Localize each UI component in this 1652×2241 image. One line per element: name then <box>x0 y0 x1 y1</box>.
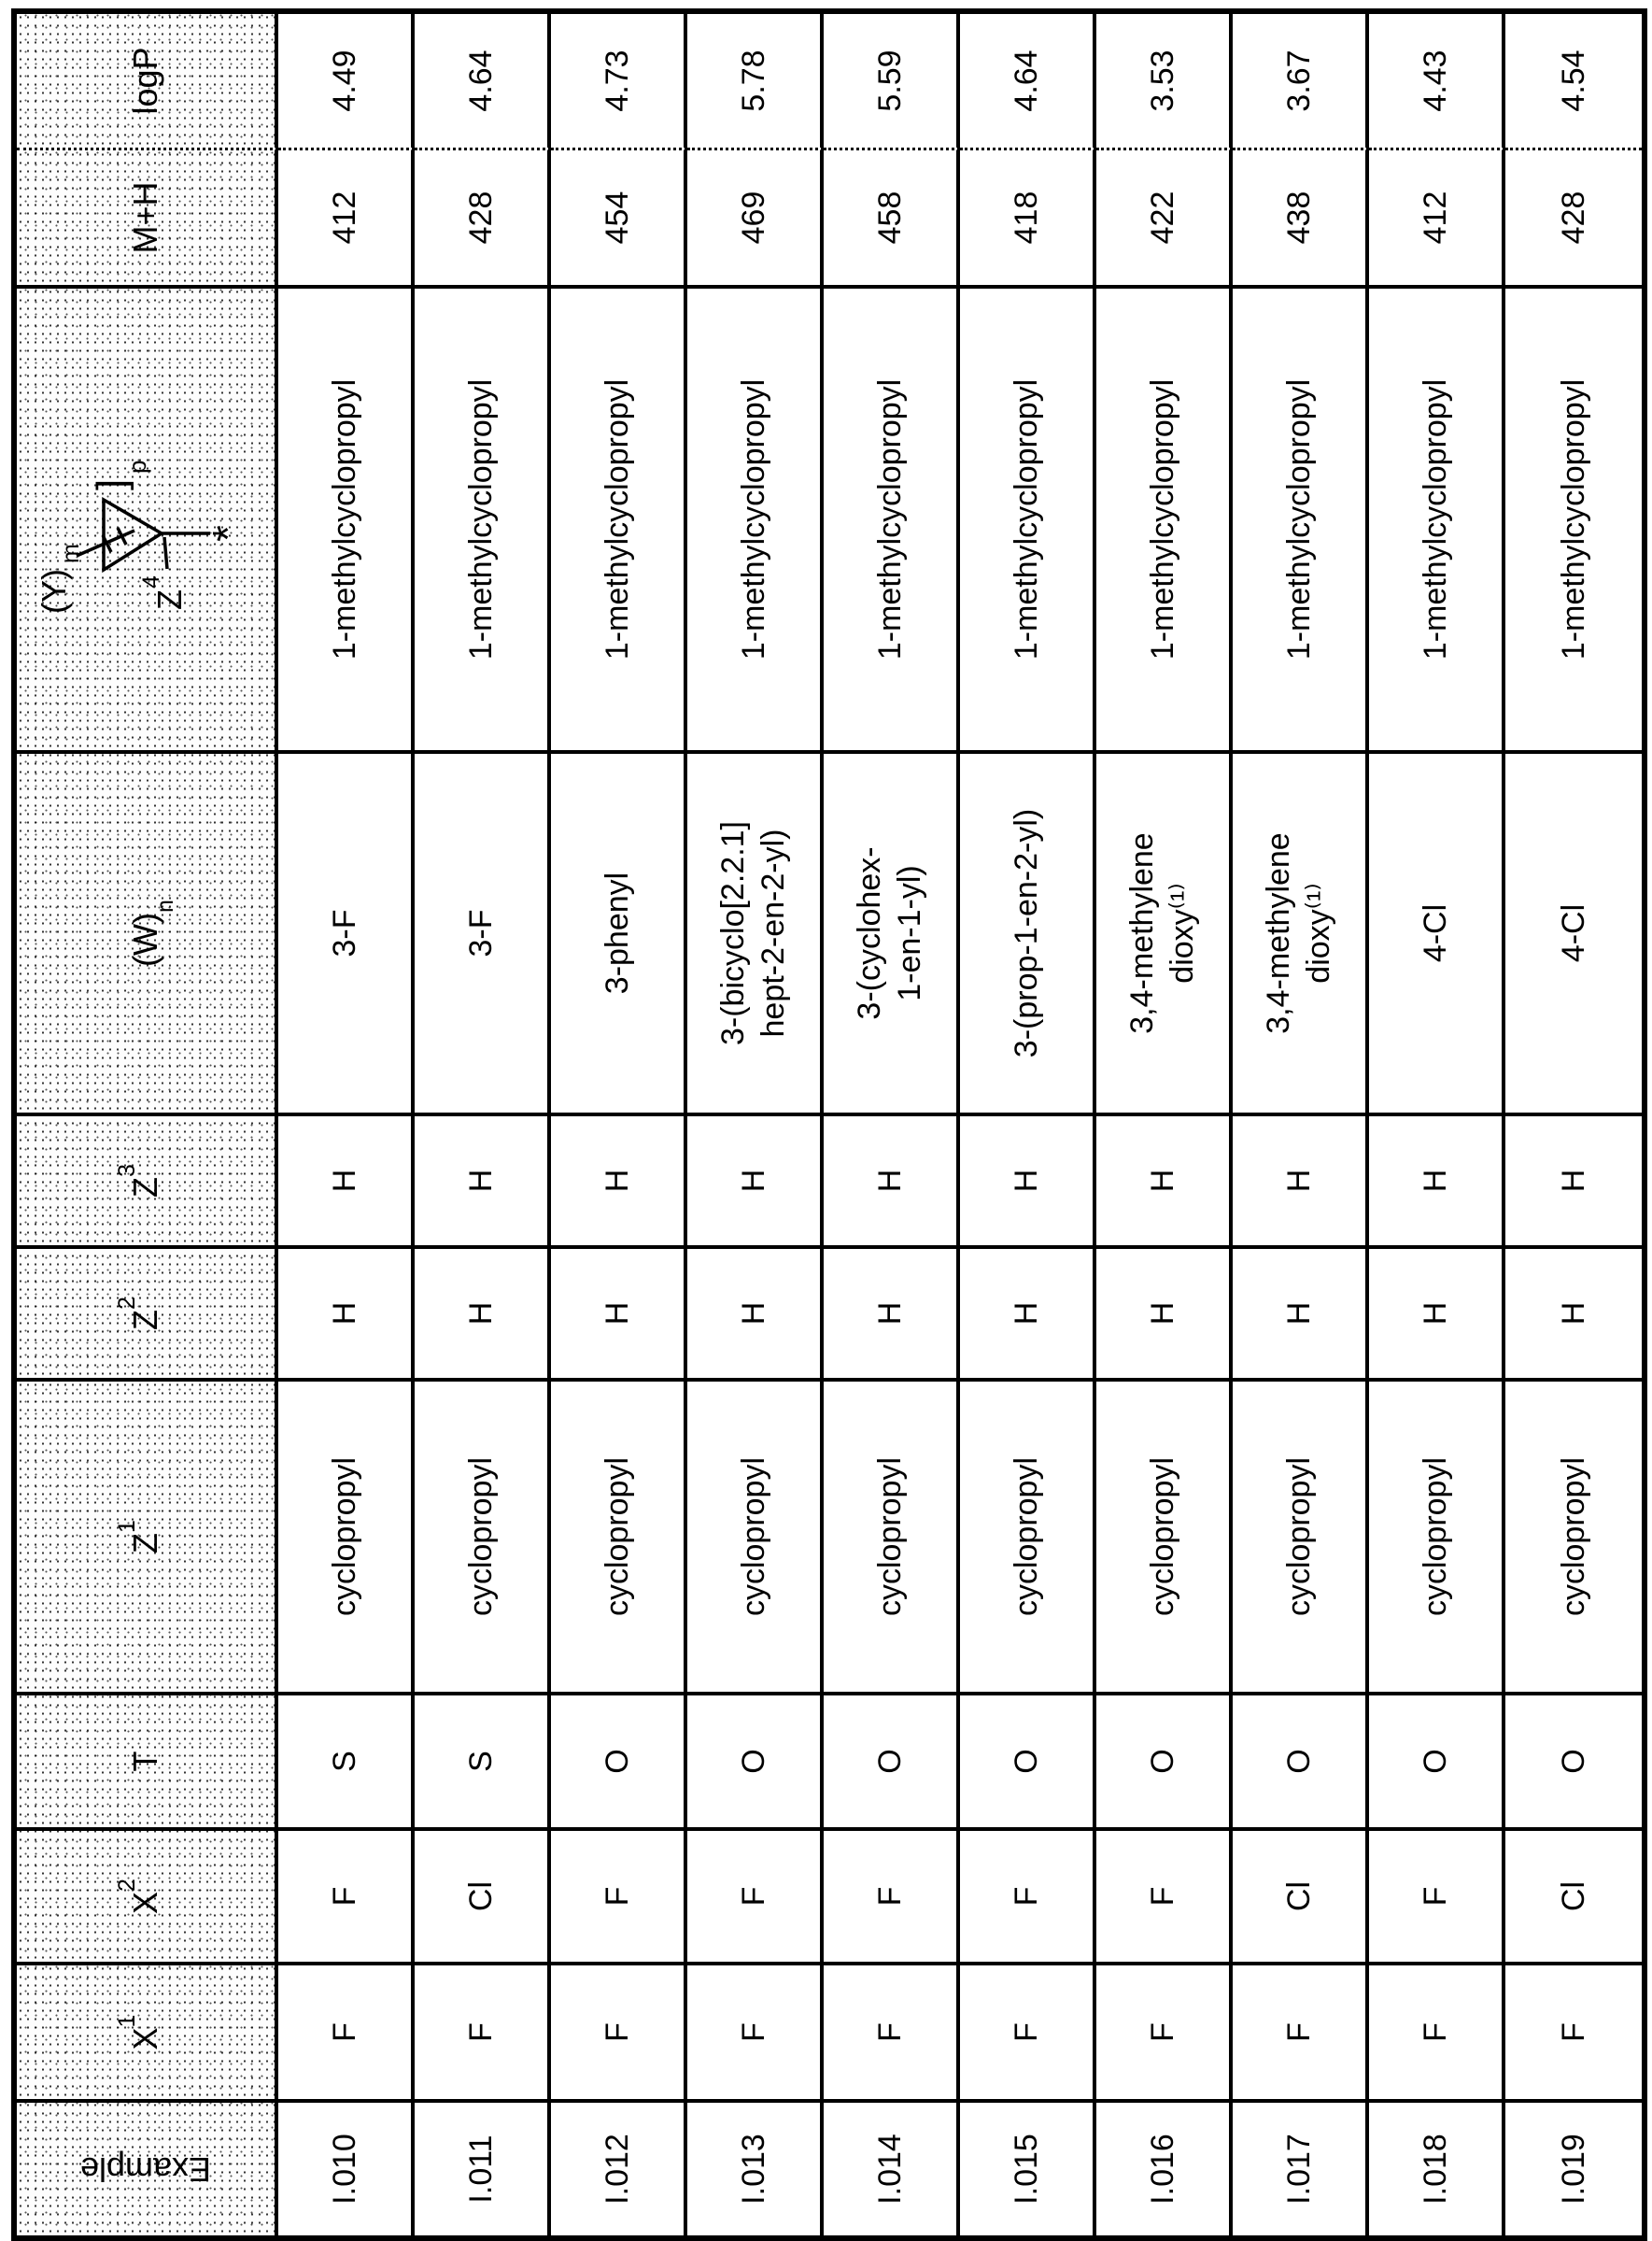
cell-example: I.016 <box>1096 2099 1233 2235</box>
cell-logp: 4.64 <box>415 14 551 148</box>
z4-sup: 4 <box>138 575 164 589</box>
cell-t: O <box>1233 1692 1369 1827</box>
cell-mh: 412 <box>278 148 415 285</box>
col-header-x1 <box>17 1962 278 2099</box>
y-substituent-label: (Y) <box>35 569 73 614</box>
cell-wn: 3-(bicyclo[2.2.1] hept-2-en-2-yl) <box>687 750 824 1113</box>
cell-example: I.014 <box>824 2099 960 2235</box>
header-label <box>114 1879 165 1914</box>
cell-t: S <box>415 1692 551 1827</box>
cell-t: O <box>551 1692 687 1827</box>
cell-example: I.018 <box>1369 2099 1505 2235</box>
header-text: X <box>126 2027 164 2050</box>
header-label <box>114 2014 165 2050</box>
cell-z2: H <box>1369 1245 1505 1378</box>
cell-logp: 5.78 <box>687 14 824 148</box>
cell-x1: F <box>415 1962 551 2099</box>
col-header-z3 <box>17 1113 278 1245</box>
col-header-structure <box>17 285 278 750</box>
header-sup: 3 <box>114 1164 140 1177</box>
cell-example: I.010 <box>278 2099 415 2235</box>
attachment-star: * <box>204 525 252 542</box>
cell-x2: Cl <box>1505 1827 1642 1962</box>
header-sub: n <box>152 900 179 913</box>
cell-z3: H <box>960 1113 1096 1245</box>
cell-x1: F <box>1505 1962 1642 2099</box>
col-header-x2 <box>17 1827 278 1962</box>
cell-logp: 4.73 <box>551 14 687 148</box>
cell-example: I.019 <box>1505 2099 1642 2235</box>
header-text: Z <box>126 1532 164 1553</box>
cell-mh: 412 <box>1369 148 1505 285</box>
cell-structure: 1-methylcyclopropyl <box>1096 285 1233 750</box>
cell-logp: 4.49 <box>278 14 415 148</box>
header-sup: 1 <box>114 2014 140 2028</box>
cell-z2: H <box>278 1245 415 1378</box>
cell-z2: H <box>415 1245 551 1378</box>
cell-structure: 1-methylcyclopropyl <box>960 285 1096 750</box>
header-sup: 2 <box>114 1879 140 1892</box>
cell-z1: cyclopropyl <box>687 1378 824 1692</box>
cell-wn: 3-(cyclohex- 1-en-1-yl) <box>824 750 960 1113</box>
cell-structure: 1-methylcyclopropyl <box>1369 285 1505 750</box>
cell-x2: F <box>960 1827 1096 1962</box>
structure-diagram <box>17 289 275 750</box>
cell-mh: 454 <box>551 148 687 285</box>
cell-t: O <box>824 1692 960 1827</box>
header-text: logP <box>126 47 164 115</box>
cell-z3: H <box>687 1113 824 1245</box>
cell-wn: 3-F <box>278 750 415 1113</box>
cell-t: S <box>278 1692 415 1827</box>
cell-structure: 1-methylcyclopropyl <box>415 285 551 750</box>
cell-t: O <box>960 1692 1096 1827</box>
header-label <box>114 1297 165 1330</box>
header-text: Example <box>79 2150 212 2189</box>
cell-wn: 3,4-methylene dioxy⁽¹⁾ <box>1233 750 1369 1113</box>
cell-x2: F <box>1096 1827 1233 1962</box>
col-header-z1 <box>17 1378 278 1692</box>
cell-structure: 1-methylcyclopropyl <box>687 285 824 750</box>
header-sup: 2 <box>114 1297 140 1310</box>
cell-z2: H <box>551 1245 687 1378</box>
cell-logp: 4.54 <box>1555 50 1591 112</box>
header-label <box>126 900 179 967</box>
cell-t: O <box>1505 1692 1642 1827</box>
cell-mh: 458 <box>824 148 960 285</box>
compound-table <box>11 8 1647 2241</box>
cell-z2: H <box>687 1245 824 1378</box>
cell-z1: cyclopropyl <box>551 1378 687 1692</box>
cell-t: O <box>1096 1692 1233 1827</box>
cell-z3: H <box>551 1113 687 1245</box>
cell-z3: H <box>415 1113 551 1245</box>
cell-z1: cyclopropyl <box>1505 1378 1642 1692</box>
cell-wn: 3,4-methylene dioxy⁽¹⁾ <box>1096 750 1233 1113</box>
cell-x2: Cl <box>415 1827 551 1962</box>
cell-wn: 3-phenyl <box>551 750 687 1113</box>
cell-x2: F <box>278 1827 415 1962</box>
col-header-wn <box>17 750 278 1113</box>
cell-x1: F <box>1369 1962 1505 2099</box>
cell-wn: 3-(prop-1-en-2-yl) <box>960 750 1096 1113</box>
bracket-label: ] <box>89 478 134 490</box>
cell-mh: 418 <box>960 148 1096 285</box>
cell-logp: 3.67 <box>1233 14 1369 148</box>
cell-x1: F <box>1096 1962 1233 2099</box>
cell-x1: F <box>687 1962 824 2099</box>
cell-x2: F <box>1369 1827 1505 1962</box>
cell-example: I.011 <box>415 2099 551 2235</box>
header-text: Z <box>126 1176 164 1198</box>
cell-logp: 4.64 <box>960 14 1096 148</box>
cell-z2: H <box>1505 1245 1642 1378</box>
cell-logp: 5.59 <box>824 14 960 148</box>
cell-logp: 4.43 <box>1369 14 1505 148</box>
cell-z2: H <box>1233 1245 1369 1378</box>
cell-x2: F <box>687 1827 824 1962</box>
cell-z1: cyclopropyl <box>960 1378 1096 1692</box>
header-text: M+H <box>126 181 164 254</box>
cell-x2: F <box>551 1827 687 1962</box>
cell-x1: F <box>960 1962 1096 2099</box>
z4-bond <box>164 537 167 569</box>
col-header-t <box>17 1692 278 1827</box>
header-text: Z <box>126 1309 164 1330</box>
cell-z3: H <box>278 1113 415 1245</box>
cell-mh: 469 <box>687 148 824 285</box>
cell-wn: 4-Cl <box>1369 750 1505 1113</box>
col-header-example <box>17 2099 278 2235</box>
cell-z3: H <box>1233 1113 1369 1245</box>
cell-wn: 3-F <box>415 750 551 1113</box>
cell-example: I.015 <box>960 2099 1096 2235</box>
cell-structure: 1-methylcyclopropyl <box>824 285 960 750</box>
cell-z3: H <box>1505 1113 1642 1245</box>
col-header-logp <box>17 14 278 148</box>
cell-wn: 4-Cl <box>1505 750 1642 1113</box>
header-label <box>114 1164 165 1198</box>
cell-example: I.017 <box>1233 2099 1369 2235</box>
cell-t: O <box>687 1692 824 1827</box>
cell-z2: H <box>824 1245 960 1378</box>
cell-mh: 438 <box>1233 148 1369 285</box>
col-header-mh <box>17 148 278 285</box>
cell-z1: cyclopropyl <box>1096 1378 1233 1692</box>
cyclopropane-triangle <box>104 500 162 570</box>
cell-x2: Cl <box>1233 1827 1369 1962</box>
cell-z1: cyclopropyl <box>1369 1378 1505 1692</box>
cell-structure: 1-methylcyclopropyl <box>551 285 687 750</box>
header-text: T <box>126 1751 164 1772</box>
cell-x1: F <box>551 1962 687 2099</box>
cell-structure: 1-methylcyclopropyl <box>1505 285 1642 750</box>
cell-mh: 422 <box>1096 148 1233 285</box>
z4-label: Z <box>150 589 189 610</box>
cell-z2: H <box>1096 1245 1233 1378</box>
header-text: X <box>126 1891 164 1914</box>
cell-x1: F <box>1233 1962 1369 2099</box>
header-text: (W) <box>126 912 164 967</box>
cell-z1: cyclopropyl <box>824 1378 960 1692</box>
cell-example: I.013 <box>687 2099 824 2235</box>
cell-z3: H <box>1096 1113 1233 1245</box>
cell-z2: H <box>960 1245 1096 1378</box>
cell-x1: F <box>278 1962 415 2099</box>
cell-mh: 428 <box>1505 148 1642 285</box>
cell-x1: F <box>824 1962 960 2099</box>
col-header-z2 <box>17 1245 278 1378</box>
cell-z1: cyclopropyl <box>415 1378 551 1692</box>
header-sup: 1 <box>114 1520 140 1533</box>
cell-structure: 1-methylcyclopropyl <box>278 285 415 750</box>
header-label <box>80 2149 211 2189</box>
cell-logp: 3.53 <box>1096 14 1233 148</box>
cell-t: O <box>1369 1692 1505 1827</box>
header-label <box>114 1520 165 1553</box>
cell-z1: cyclopropyl <box>1233 1378 1369 1692</box>
cell-z3: H <box>824 1113 960 1245</box>
bracket-sub: p <box>123 460 151 474</box>
cell-z1: cyclopropyl <box>278 1378 415 1692</box>
cell-example: I.012 <box>551 2099 687 2235</box>
cell-structure: 1-methylcyclopropyl <box>1233 285 1369 750</box>
cell-z3: H <box>1369 1113 1505 1245</box>
cell-x2: F <box>824 1827 960 1962</box>
y-substituent-sub: m <box>58 544 84 563</box>
cell-mh: 428 <box>415 148 551 285</box>
